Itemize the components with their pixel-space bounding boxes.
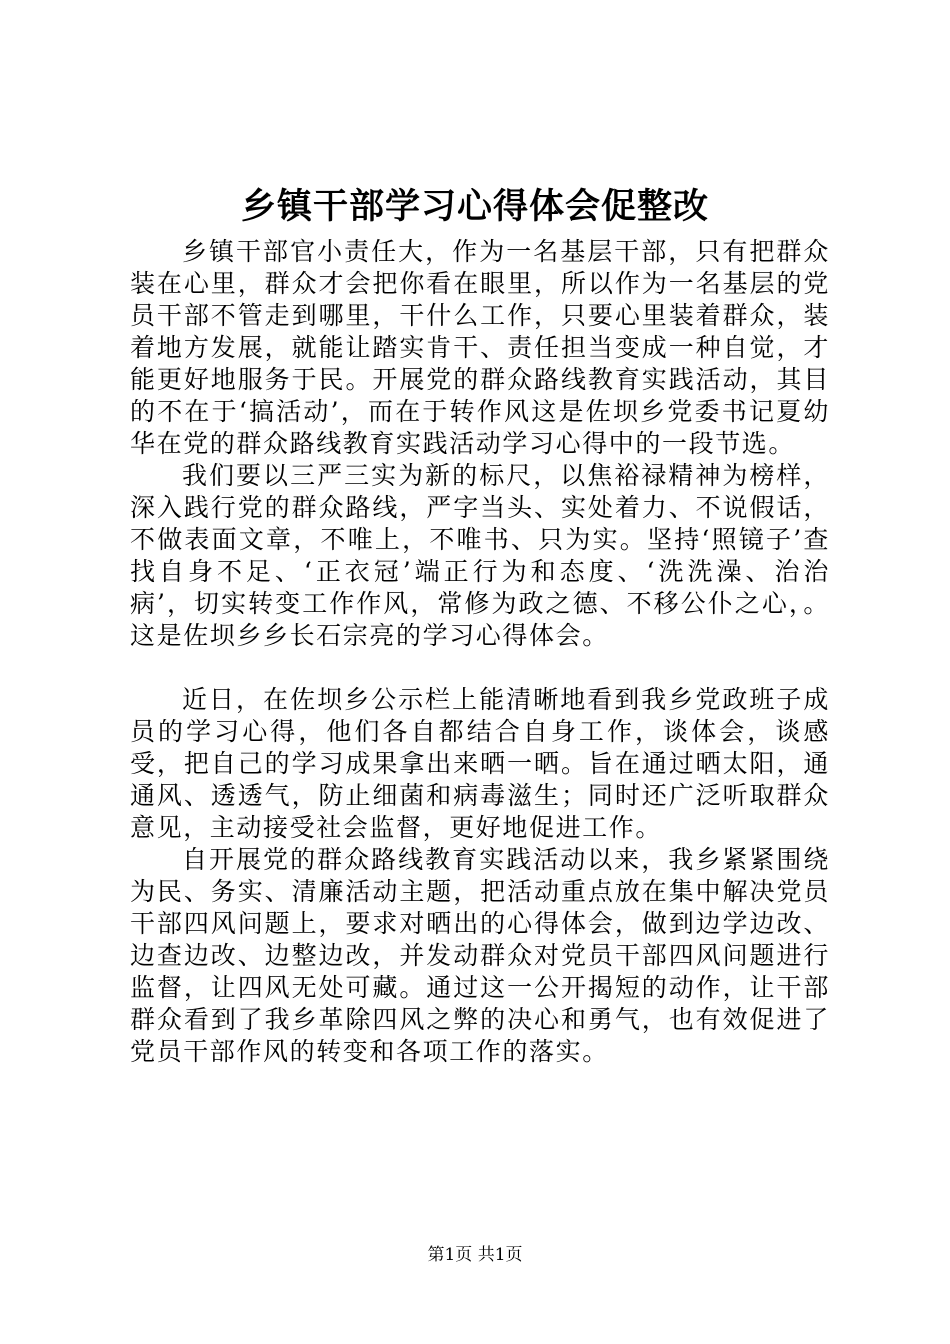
document-body (130, 236, 830, 1068)
paragraph-2: 我们要以三严三实为新的标尺，以焦裕禄精神为榜样，深入践行党的群众路线，严字当头、实处着力、不说假话，不做表面文章，不唯上，不唯书、只为实。坚持‘照镜子’查找自身不足、‘正衣冠’端正行为和态度、‘洗洗澡、治治病’，切实转变工作作风，常修为政之德、不移公仆之心，。这是佐坝乡乡长石宗亮的学习心得体会。 (130, 461, 830, 650)
page-footer: 第1页 共1页 (427, 1245, 523, 1265)
paragraph-4: 自开展党的群众路线教育实践活动以来，我乡紧紧围绕为民、务实、清廉活动主题，把活动重点放在集中解决党员干部四风问题上，要求对晒出的心得体会，做到边学边改、边查边改、边整边改，并发动群众对党员干部四风问题进行监督，让四风无处可藏。通过这一公开揭短的动作，让干部群众看到了我乡革除四风之弊的决心和勇气，也有效促进了党员干部作风的转变和各项工作的落实。 (130, 845, 830, 1066)
document-title: 乡镇干部学习心得体会促整改 (240, 187, 709, 227)
paragraph-1: 乡镇干部官小责任大，作为一名基层干部，只有把群众装在心里，群众才会把你看在眼里，所以作为一名基层的党员干部不管走到哪里，干什么工作，只要心里装着群众，装着地方发展，就能让踏实肯干、责任担当变成一种自觉，才能更好地服务于民。开展党的群众路线教育实践活动，其目的不在于‘搞活动’，而在于转作风这是佐坝乡党委书记夏幼华在党的群众路线教育实践活动学习心得中的一段节选。 (130, 237, 830, 458)
paragraph-3: 近日，在佐坝乡公示栏上能清晰地看到我乡党政班子成员的学习心得，他们各自都结合自身工作，谈体会，谈感受，把自己的学习成果拿出来晒一晒。旨在通过晒太阳，通通风、透透气，防止细菌和病毒滋生；同时还广泛听取群众意见，主动接受社会监督，更好地促进工作。 (130, 685, 830, 842)
